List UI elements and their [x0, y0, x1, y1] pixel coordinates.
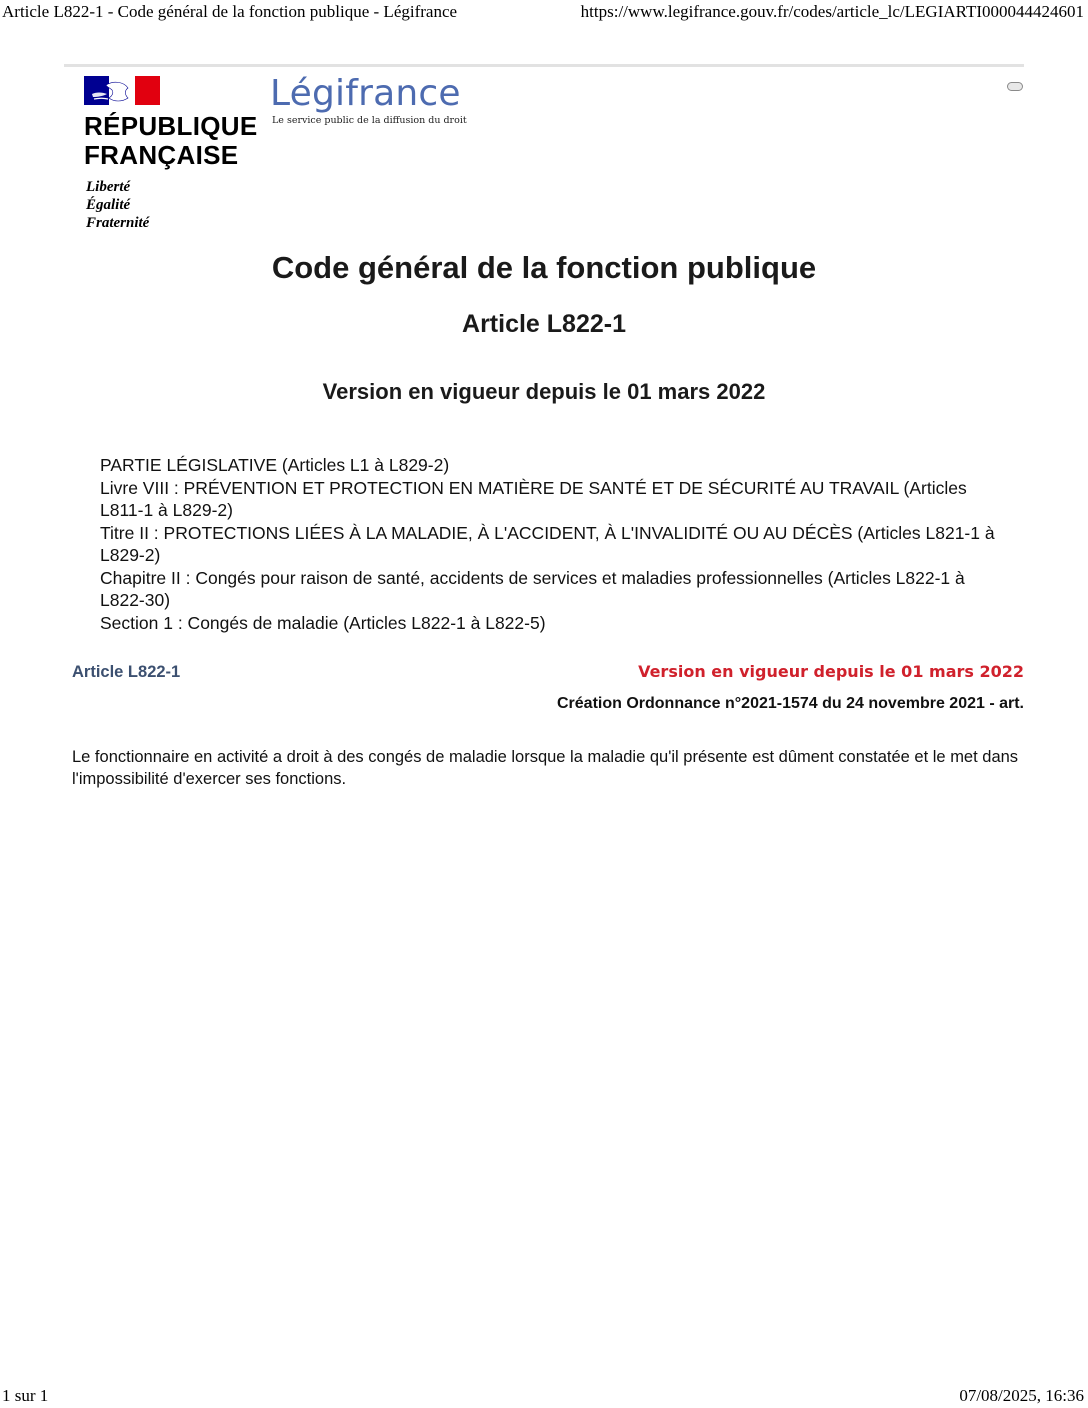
print-header-url: https://www.legifrance.gouv.fr/codes/article_lc/LEGIARTI000044424601	[580, 2, 1084, 21]
version-title: Version en vigueur depuis le 01 mars 2022	[322, 379, 766, 404]
rf-line-2: FRANÇAISE	[84, 140, 239, 170]
breadcrumb	[100, 454, 1000, 634]
article-version-badge: Version en vigueur depuis le 01 mars 2022	[638, 662, 1024, 681]
motto-liberte: Liberté	[86, 179, 131, 195]
legifrance-tagline: Le service public de la diffusion du droit	[272, 115, 467, 126]
motto-egalite: Égalité	[86, 197, 131, 213]
print-footer-page: 1 sur 1	[2, 1386, 49, 1405]
motto-fraternite: Fraternité	[86, 215, 150, 231]
republique-francaise-logo[interactable]	[84, 76, 264, 236]
article-body: Le fonctionnaire en activité a droit à des congés de maladie lorsque la maladie qu'il présente est dûment constatée et le met dans l'impossibilité d'exercer ses fonctions.	[72, 748, 1019, 788]
breadcrumb-item-titre[interactable]: Titre II : PROTECTIONS LIÉES À LA MALADIE, À L'ACCIDENT, À L'INVALIDITÉ OU AU DÉCÈS (Articles L821-1 à L829-2)	[100, 522, 995, 565]
breadcrumb-item-livre[interactable]: Livre VIII : PRÉVENTION ET PROTECTION EN MATIÈRE DE SANTÉ ET DE SÉCURITÉ AU TRAVAIL (Articles L811-1 à L829-2)	[100, 477, 967, 520]
legifrance-logo[interactable]	[270, 72, 467, 126]
print-header-title: Article L822-1 - Code général de la fonction publique - Légifrance	[2, 2, 458, 21]
marianne-flag-icon	[84, 76, 160, 105]
creation-source-link[interactable]: Création Ordonnance n°2021-1574 du 24 novembre 2021 - art.	[556, 695, 1024, 712]
header-divider	[64, 64, 1024, 67]
rf-line-1: RÉPUBLIQUE	[84, 111, 258, 141]
collapsed-toggle-button[interactable]	[1007, 82, 1023, 91]
print-footer-datetime: 07/08/2025, 16:36	[959, 1386, 1084, 1405]
republique-francaise-wordmark	[84, 112, 257, 170]
article-title: Article L822-1	[462, 310, 626, 338]
breadcrumb-item-section[interactable]: Section 1 : Congés de maladie (Articles L822-1 à L822-5)	[100, 612, 546, 633]
motto	[86, 178, 149, 232]
breadcrumb-item-chapitre[interactable]: Chapitre II : Congés pour raison de santé, accidents de services et maladies professionnelles (Articles L822-1 à L822-30)	[100, 567, 965, 610]
article-reference: Article L822-1	[72, 663, 181, 681]
legifrance-wordmark: Légifrance	[270, 73, 461, 114]
page-title: Code général de la fonction publique	[271, 250, 817, 285]
breadcrumb-item-partie[interactable]: PARTIE LÉGISLATIVE (Articles L1 à L829-2)	[100, 455, 450, 475]
